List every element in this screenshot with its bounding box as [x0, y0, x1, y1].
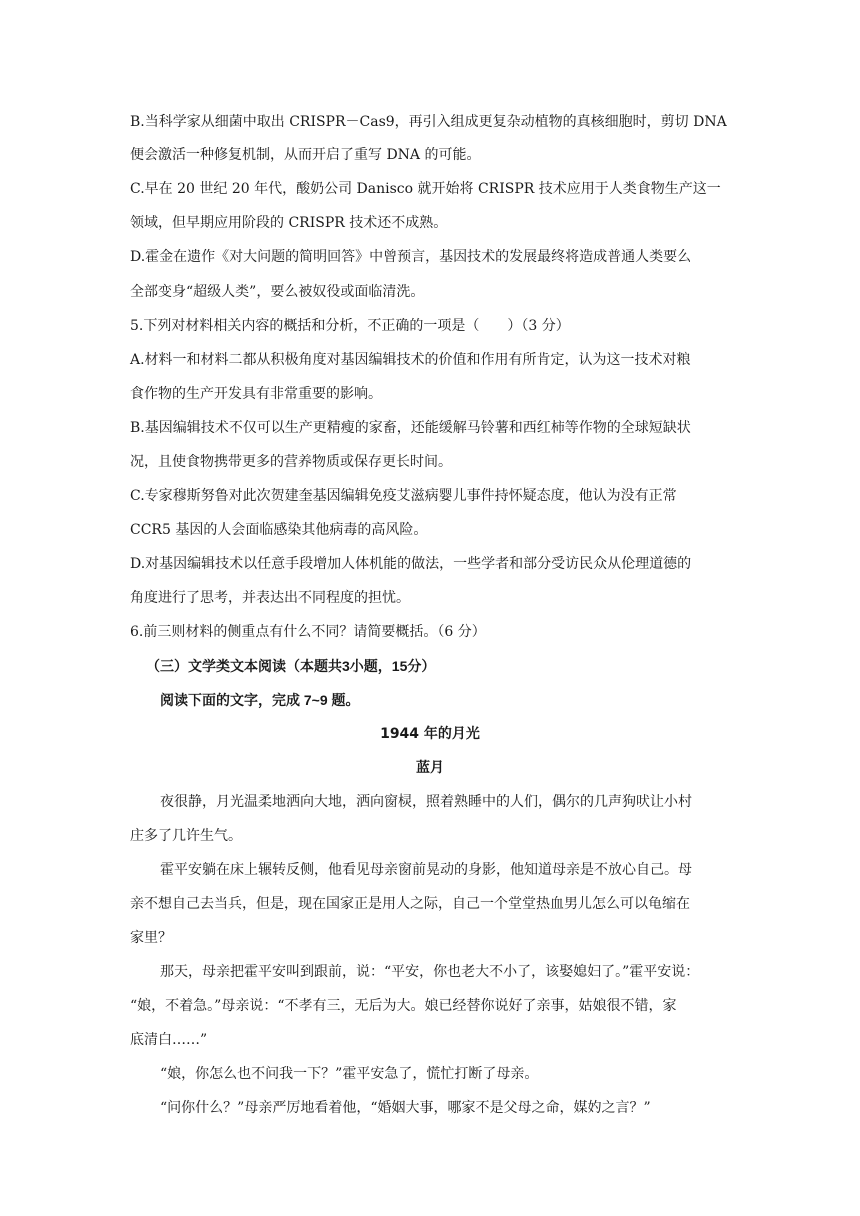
story-paragraph-3-line1: 那天，母亲把霍平安叫到跟前，说：“平安，你也老大不小了，该娶媳妇了。”霍平安说： — [160, 964, 700, 980]
story-paragraph-2-line2: 亲不想自己去当兵，但是，现在国家正是用人之际，自己一个堂堂热血男儿怎么可以龟缩在 — [130, 896, 690, 912]
q5-option-c-line1: C.专家穆斯努鲁对此次贺建奎基因编辑免疫艾滋病婴儿事件持怀疑态度，他认为没有正常 — [130, 488, 677, 504]
story-paragraph-5: “问你什么？”母亲严厉地看着他，“婚姻大事，哪家不是父母之命，媒妁之言？” — [160, 1100, 651, 1116]
q5-option-a-line1: A.材料一和材料二都从积极角度对基因编辑技术的价值和作用有所肯定，认为这一技术对粮 — [130, 352, 691, 368]
q5-option-b-line1: B.基因编辑技术不仅可以生产更精瘦的家畜，还能缓解马铃薯和西红柿等作物的全球短缺状 — [130, 420, 691, 436]
q4-option-d-line1: D.霍金在遗作《对大问题的简明回答》中曾预言，基因技术的发展最终将造成普通人类要么 — [130, 249, 692, 265]
q4-option-c-line2: 领域，但早期应用阶段的 CRISPR 技术还不成熟。 — [130, 215, 448, 231]
q5-option-b-line2: 况，且使食物携带更多的营养物质或保存更长时间。 — [130, 454, 452, 470]
q4-option-d-line2: 全部变身“超级人类”，要么被奴役或面临清洗。 — [130, 284, 425, 300]
story-paragraph-4: “娘，你怎么也不问我一下？”霍平安急了，慌忙打断了母亲。 — [160, 1066, 539, 1082]
story-paragraph-3-line2: “娘，不着急。”母亲说：“不孝有三，无后为大。娘已经替你说好了亲事，姑娘很不错，家 — [130, 998, 677, 1014]
q4-option-c-line1: C.早在 20 世纪 20 年代，酸奶公司 Danisco 就开始将 CRISPR 技术应用于人类食物生产这一 — [130, 181, 721, 197]
story-paragraph-2-line1: 霍平安躺在床上辗转反侧，他看见母亲窗前晃动的身影，他知道母亲是不放心自己。母 — [160, 862, 692, 878]
q6-stem: 6.前三则材料的侧重点有什么不同？请简要概括。（6 分） — [130, 624, 486, 640]
story-paragraph-1-line2: 庄多了几许生气。 — [130, 828, 242, 844]
q5-option-d-line1: D.对基因编辑技术以任意手段增加人体机能的做法，一些学者和部分受访民众从伦理道德的 — [130, 556, 692, 572]
story-author: 蓝月 — [416, 760, 444, 776]
story-paragraph-1-line1: 夜很静，月光温柔地洒向大地，洒向窗棂，照着熟睡中的人们，偶尔的几声狗吠让小村 — [160, 794, 692, 810]
q5-option-a-line2: 食作物的生产开发具有非常重要的影响。 — [130, 386, 382, 402]
section-heading: （三）文学类文本阅读（本题共3小题，15分） — [146, 658, 436, 674]
story-paragraph-2-line3: 家里？ — [130, 930, 172, 946]
q5-stem: 5.下列对材料相关内容的概括和分析，不正确的一项是（ ）（3 分） — [130, 318, 570, 334]
q4-option-b-line2: 便会激活一种修复机制，从而开启了重写 DNA 的可能。 — [130, 147, 481, 163]
story-title: 1944 年的月光 — [380, 726, 480, 742]
q5-option-c-line2: CCR5 基因的人会面临感染其他病毒的高风险。 — [130, 522, 428, 538]
story-paragraph-3-line3: 底清白……” — [130, 1032, 208, 1048]
q5-option-d-line2: 角度进行了思考，并表达出不同程度的担忧。 — [130, 590, 410, 606]
section-instruction: 阅读下面的文字，完成 7~9 题。 — [160, 692, 360, 708]
q4-option-b-line1: B.当科学家从细菌中取出 CRISPR－Cas9，再引入组成更复杂动植物的真核细胞时，剪切 DNA — [130, 114, 727, 130]
